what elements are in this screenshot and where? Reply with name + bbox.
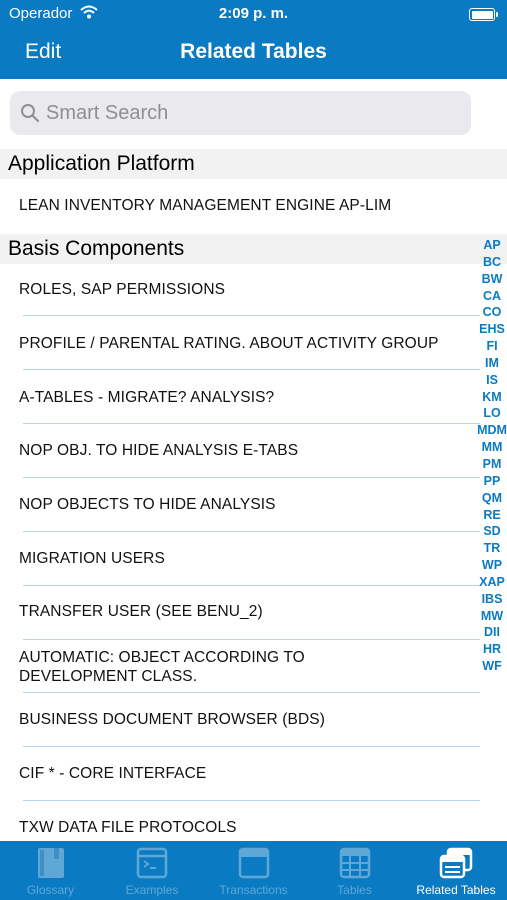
list-item[interactable] [0,640,482,692]
navigation-bar [0,38,507,68]
index-letter[interactable]: QM [481,490,503,505]
edit-button[interactable]: Edit [25,40,62,63]
tab-transactions[interactable] [203,841,304,900]
list-item-label: NOP OBJECTS TO HIDE ANALYSIS [19,496,276,513]
tab-label: Tables [337,883,372,897]
book-icon [37,847,65,882]
index-letter[interactable]: BC [482,254,502,269]
window-icon [238,847,270,882]
list-item[interactable] [0,693,482,746]
status-time: 2:09 p. m. [218,5,289,22]
list-item-label: ROLES, SAP PERMISSIONS [19,281,226,298]
list-item[interactable] [0,316,482,369]
index-letter[interactable]: LO [483,406,501,421]
list-item-label: MIGRATION USERS [19,550,165,567]
tab-label: Examples [125,883,179,897]
list-item-label: TRANSFER USER (SEE BENU_2) [19,603,263,620]
index-letter[interactable]: IBS [481,591,503,606]
list-item-label: A-TABLES - MIGRATE? ANALYSIS? [19,389,275,406]
index-letter[interactable]: FI [486,339,498,354]
tab-label: Transactions [219,883,288,897]
carrier-label: Operador [9,5,73,22]
index-letter[interactable]: CO [482,305,502,320]
list-item-label: LEAN INVENTORY MANAGEMENT ENGINE AP-LIM [19,197,392,214]
list-item[interactable] [0,478,482,531]
index-letter[interactable]: IM [485,355,499,370]
index-letter[interactable]: DII [484,625,500,640]
list-item[interactable] [0,370,482,423]
index-letter[interactable]: IS [486,372,498,387]
section-title: Application Platform [8,152,195,175]
list-item-label: BUSINESS DOCUMENT BROWSER (BDS) [19,711,325,728]
list-item[interactable] [0,424,482,477]
list-item-label: TXW DATA FILE PROTOCOLS [19,819,237,836]
index-letter[interactable]: BW [481,271,503,286]
index-letter[interactable]: EHS [479,322,505,337]
index-letter[interactable]: MM [481,440,503,455]
list-item[interactable] [0,179,482,231]
index-letter[interactable]: PM [482,456,502,471]
list-item-label: AUTOMATIC: OBJECT ACCORDING TO DEVELOPMENT CLASS. [19,649,305,685]
index-letter[interactable]: KM [482,389,502,404]
index-letter[interactable]: MW [480,608,504,623]
list-item-label: CIF * - CORE INTERFACE [19,765,207,782]
search-input[interactable] [10,91,471,135]
index-letter[interactable]: MDM [477,423,507,438]
page-title: Related Tables [180,40,327,63]
stacked-windows-icon [439,847,473,882]
index-letter[interactable]: HR [482,642,502,657]
header-bar [0,0,507,79]
section-index[interactable] [477,237,507,675]
index-letter[interactable]: SD [483,524,501,539]
index-letter[interactable]: AP [483,238,501,252]
code-window-icon [136,847,168,882]
section-title: Basis Components [8,237,185,260]
list-item[interactable] [0,532,482,585]
list-item[interactable] [0,264,482,315]
search-placeholder: Smart Search [46,102,169,124]
status-bar [0,5,507,23]
table-grid-icon [339,847,371,882]
tab-label: Related Tables [416,883,496,897]
index-letter[interactable]: PP [483,473,501,488]
tab-glossary[interactable] [0,841,101,900]
list-item[interactable] [0,747,482,800]
list-item-label: PROFILE / PARENTAL RATING. ABOUT ACTIVITY GROUP [19,335,439,352]
tab-label: Glossary [26,883,75,897]
search-icon [20,103,40,128]
index-letter[interactable]: XAP [479,574,505,589]
list-item[interactable] [0,586,482,639]
index-letter[interactable]: RE [483,507,501,522]
section-header [0,234,507,264]
tab-examples[interactable] [101,841,203,900]
battery-icon [469,8,495,21]
tab-bar [0,841,507,900]
list-item-label: NOP OBJ. TO HIDE ANALYSIS E-TABS [19,442,299,459]
index-letter[interactable]: WF [482,659,502,674]
tab-tables[interactable] [304,841,405,900]
section-header [0,149,507,179]
tab-related-tables[interactable] [405,841,507,900]
index-letter[interactable]: WP [481,558,503,573]
index-letter[interactable]: TR [483,541,501,556]
index-letter[interactable]: CA [482,288,502,303]
list-item[interactable] [0,801,482,841]
